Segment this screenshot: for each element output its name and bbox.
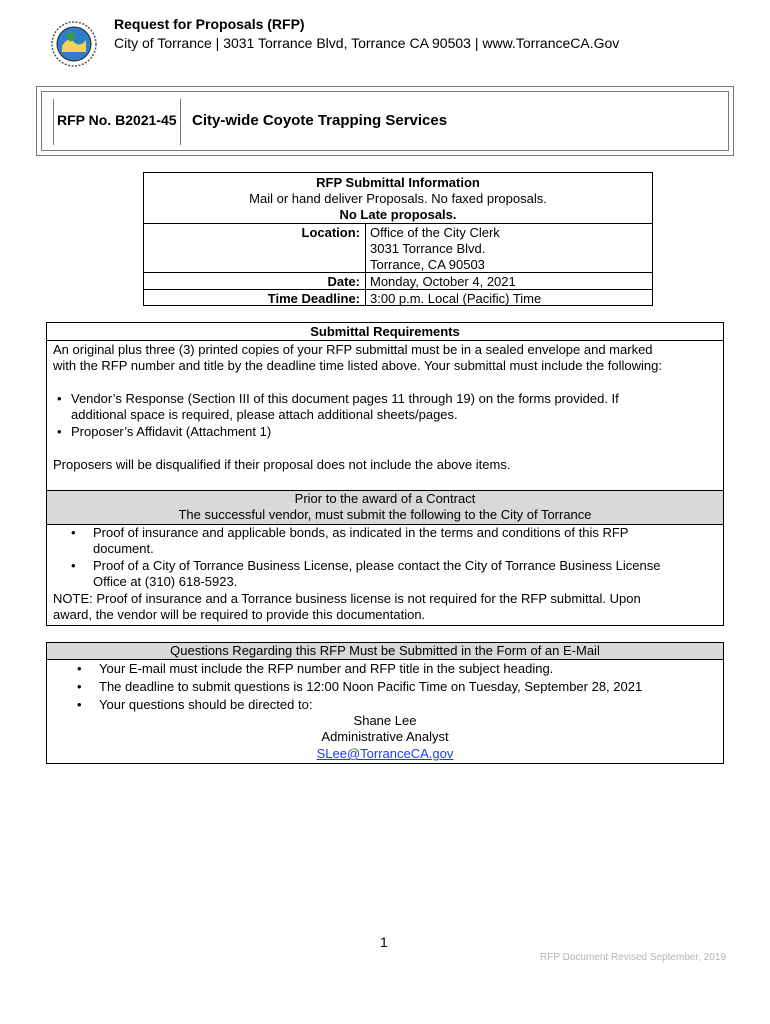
submittal-info-table (143, 172, 653, 306)
revision-footer: RFP Document Revised September, 2019 (540, 952, 727, 963)
rfp-number: RFP No. B2021-45 (57, 112, 177, 128)
contact-title: Administrative Analyst (321, 729, 449, 744)
question-rule-2: The deadline to submit questions is 12:00 Noon Pacific Time on Tuesday, September 28, 2021 (99, 679, 643, 694)
requirements-intro-1: An original plus three (3) printed copies of your RFP submittal must be in a sealed envelope and marked (53, 342, 653, 357)
bullet-icon: • (77, 679, 82, 694)
header-subtitle: City of Torrance | 3031 Torrance Blvd, Torrance CA 90503 | www.TorranceCA.Gov (114, 35, 620, 51)
business-license-item: Proof of a City of Torrance Business License, please contact the City of Torrance Business License (93, 558, 661, 573)
submittal-info-heading: RFP Submittal Information (316, 175, 480, 190)
vendor-response-item-cont: additional space is required, please attach additional sheets/pages. (71, 407, 458, 422)
deadline-value: 3:00 p.m. Local (Pacific) Time (370, 291, 542, 306)
contact-email-link[interactable]: SLee@TorranceCA.gov (316, 746, 454, 761)
location-line-3: Torrance, CA 90503 (370, 257, 485, 272)
no-late-notice: No Late proposals. (339, 207, 457, 222)
location-line-1: Office of the City Clerk (370, 225, 500, 240)
rfp-title: City-wide Coyote Trapping Services (192, 112, 448, 129)
disqualify-notice: Proposers will be disqualified if their proposal does not include the above items. (53, 457, 511, 472)
date-label: Date: (327, 274, 360, 289)
insurance-item: Proof of insurance and applicable bonds, as indicated in the terms and conditions of this RFP (93, 525, 629, 540)
questions-box (46, 642, 724, 764)
page-number: 1 (380, 934, 388, 950)
contact-name: Shane Lee (353, 713, 417, 728)
note-line-2: award, the vendor will be required to provide this documentation. (53, 607, 426, 622)
question-rule-1: Your E-mail must include the RFP number and RFP title in the subject heading. (99, 661, 554, 676)
submittal-requirements-box (46, 322, 724, 626)
award-heading-2: The successful vendor, must submit the following to the City of Torrance (178, 507, 592, 522)
bullet-icon: • (71, 525, 76, 540)
bullet-icon: • (77, 661, 82, 676)
requirements-intro-2: with the RFP number and title by the deadline time listed above. Your submittal must include the following: (53, 358, 662, 373)
bullet-icon: • (57, 391, 62, 406)
location-label: Location: (301, 225, 360, 240)
city-seal-logo (50, 20, 98, 68)
bullet-icon: • (71, 558, 76, 573)
location-line-2: 3031 Torrance Blvd. (370, 241, 486, 256)
award-heading-1: Prior to the award of a Contract (294, 491, 476, 506)
vendor-response-item: Vendor’s Response (Section III of this document pages 11 through 19) on the forms provided. If (71, 391, 619, 406)
question-rule-3: Your questions should be directed to: (99, 697, 313, 712)
header-title: Request for Proposals (RFP) (114, 16, 305, 32)
questions-heading: Questions Regarding this RFP Must be Submitted in the Form of an E-Mail (170, 643, 600, 658)
affidavit-item: Proposer’s Affidavit (Attachment 1) (71, 424, 272, 439)
bullet-icon: • (57, 424, 62, 439)
bullet-icon: • (77, 697, 82, 712)
insurance-item-cont: document. (93, 541, 154, 556)
deadline-label: Time Deadline: (267, 291, 360, 306)
note-line-1: NOTE: Proof of insurance and a Torrance business license is not required for the RFP submittal. Upon (53, 591, 641, 606)
business-license-item-cont: Office at (310) 618-5923. (93, 574, 238, 589)
submittal-method: Mail or hand deliver Proposals. No faxed proposals. (249, 191, 547, 206)
requirements-heading: Submittal Requirements (310, 324, 460, 339)
date-value: Monday, October 4, 2021 (370, 274, 516, 289)
